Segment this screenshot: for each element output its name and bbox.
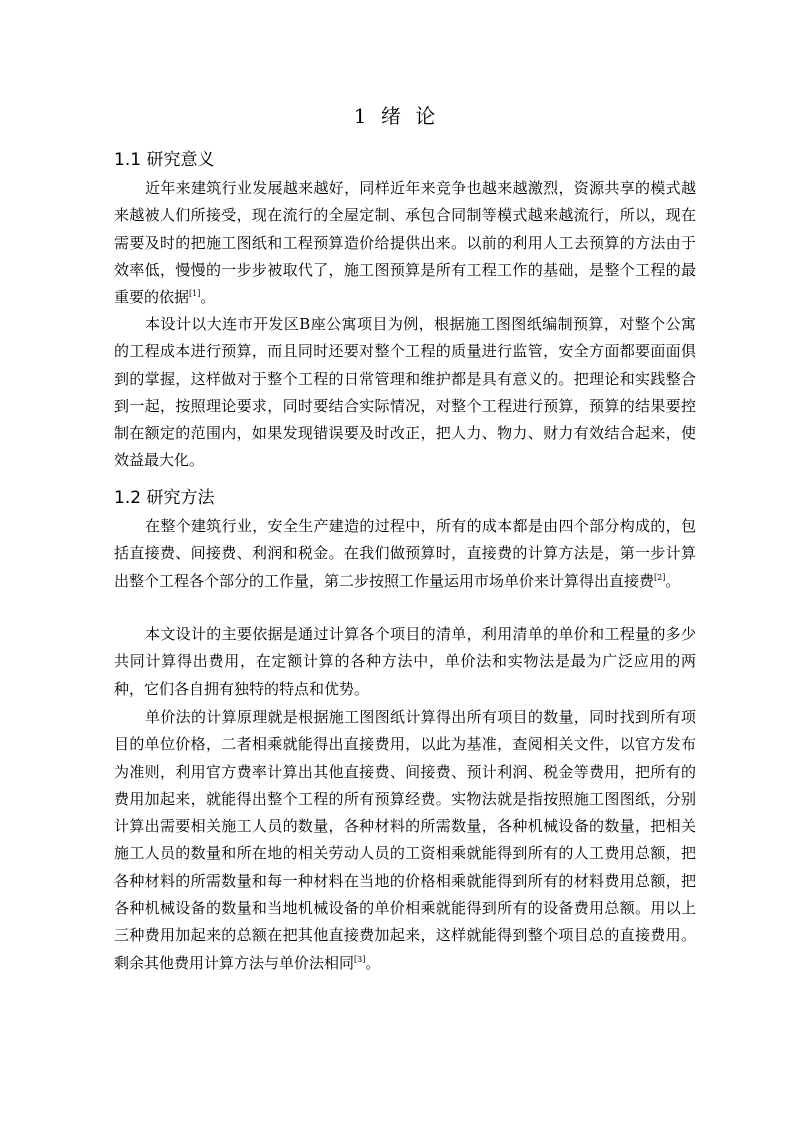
paragraph: 单价法的计算原理就是根据施工图图纸计算得出所有项目的数量，同时找到所有项目的单位价格，二者相乘就能得出直接费用，以此为基准，查阅相关文件，以官方发布为准则，利用官方费率计算出其他直接费、间接费、预计利润、税金等费用，把所有的费用加起来，就能得出整个工程的所有预算经费。实物法就是指按照施工图图纸，分别计算出需要相关施工人员的数量，各种材料的所需数量，各种机械设备的数量，把相关施工人员的数量和所在地的相关劳动人员的工资相乘就能得到所有的人工费用总额，把各种材料的所需数量和每一种材料在当地的价格相乘就能得到所有的材料费用总额，把各种机械设备的数量和当地机械设备的单价相乘就能得到所有的设备费用总额。用以上三种费用加起来的总额在把其他直接费加起来，这样就能得到整个项目总的直接费用。剩余其他费用计算方法与单价法相同[3]。 (114, 708, 696, 972)
citation: [3] (354, 954, 366, 964)
paragraph: 本文设计的主要依据是通过计算各个项目的清单，利用清单的单价和工程量的多少共同计算得出费用，在定额计算的各种方法中，单价法和实物法是最为广泛应用的两种，它们各自拥有独特的特点和优势。 (114, 625, 696, 698)
section-heading-methods: 1.2 研究方法 (114, 488, 215, 508)
section-heading-significance: 1.1 研究意义 (114, 150, 215, 170)
citation: [1] (189, 289, 201, 299)
paragraph: 本设计以大连市开发区B座公寓项目为例，根据施工图图纸编制预算，对整个公寓的工程成本进行预算，而且同时还要对整个工程的质量进行监管，安全方面都要面面俱到的掌握，这样做对于整个工程的日常管理和维护都是具有意义的。把理论和实践整合到一起，按照理论要求，同时要结合实际情况，对整个工程进行预算，预算的结果要控制在额定的范围内，如果发现错误要及时改正，把人力、物力、财力有效结合起来，使效益最大化。 (114, 315, 696, 470)
paragraph: 在整个建筑行业，安全生产建造的过程中，所有的成本都是由四个部分构成的，包括直接费、间接费、利润和税金。在我们做预算时，直接费的计算方法是，第一步计算出整个工程各个部分的工作量，第二步按照工作量运用市场单价来计算得出直接费[2]。 (114, 517, 696, 590)
chapter-title: 1 绪 论 (353, 104, 440, 128)
paragraph: 近年来建筑行业发展越来越好，同样近年来竞争也越来越激烈，资源共享的模式越来越被人们所接受，现在流行的全屋定制、承包合同制等模式越来越流行，所以，现在需要及时的把施工图纸和工程预算造价给提供出来。以前的利用人工去预算的方法由于效率低，慢慢的一步步被取代了，施工图预算是所有工程工作的基础，是整个工程的最重要的依据[1]。 (114, 179, 696, 307)
citation: [2] (654, 572, 666, 582)
